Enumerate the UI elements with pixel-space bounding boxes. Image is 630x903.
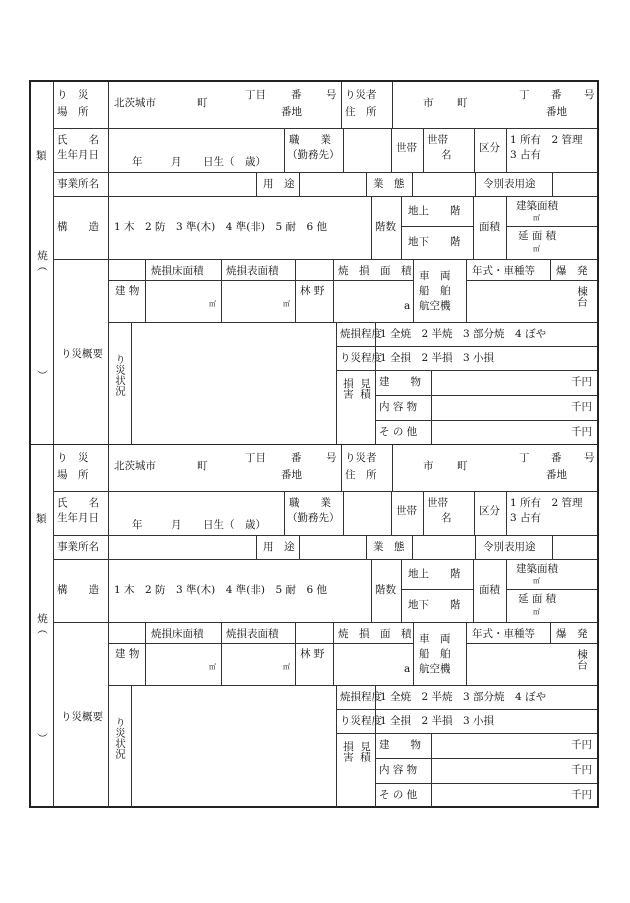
victim-shi: 市 xyxy=(423,460,434,472)
victim-cho: 町 xyxy=(457,460,468,472)
loss-other: そ の 他 xyxy=(379,426,418,438)
birth-year: 年 xyxy=(132,156,143,168)
grid-line xyxy=(53,259,597,260)
loss-building-yen: 千円 xyxy=(571,376,592,388)
degree-label: 焼損程度 xyxy=(340,328,382,340)
vehicle-label-2: 船 舶 xyxy=(419,648,451,660)
grid-line xyxy=(550,622,551,643)
grid-line xyxy=(475,172,476,196)
grid-line xyxy=(474,128,475,172)
grid-line xyxy=(366,172,367,196)
damage-options: 1 全損 2 半損 3 小損 xyxy=(380,715,495,727)
grid-line xyxy=(131,685,132,807)
grid-line xyxy=(284,491,285,535)
year-type-label: 年式・車種等 xyxy=(472,628,535,640)
household-name-label-1: 世帯 xyxy=(427,497,448,509)
grid-line xyxy=(108,685,597,686)
loss-other-yen: 千円 xyxy=(571,426,592,438)
place-go: 号 xyxy=(326,452,337,464)
burnt-floor-label: 焼損床面積 xyxy=(151,628,204,640)
summary-building: 建 物 xyxy=(115,285,140,297)
side-label-mid: 焼（ xyxy=(36,613,48,634)
grid-line xyxy=(333,622,334,685)
place-cho: 町 xyxy=(197,97,208,109)
damage-label: り災程度 xyxy=(340,715,382,727)
grid-line xyxy=(413,622,414,685)
victim-cho: 町 xyxy=(457,97,468,109)
vehicle-label-3: 航空機 xyxy=(419,300,451,312)
total-area-unit: ㎡ xyxy=(533,608,540,616)
occupation-label: 職 業 xyxy=(289,497,331,509)
burnt-surface-unit: ㎡ xyxy=(283,300,290,308)
status-label: り災状況 xyxy=(114,354,126,396)
grid-line xyxy=(412,172,413,196)
table-use-label: 令別表用途 xyxy=(483,541,536,553)
grid-line xyxy=(431,370,432,444)
household-name-label-2: 名 xyxy=(441,149,452,161)
grid-line xyxy=(506,196,507,259)
loss-contents: 内 容 物 xyxy=(379,401,418,413)
burnt-surface-unit: ㎡ xyxy=(283,663,290,671)
place-cho: 町 xyxy=(197,460,208,472)
grid-line xyxy=(466,280,597,281)
muneban-label: 棟台 xyxy=(576,286,588,307)
side-label-top: 類 xyxy=(36,513,47,525)
grid-line xyxy=(333,259,334,322)
grid-line xyxy=(53,622,597,623)
grid-line xyxy=(423,491,424,535)
grid-line xyxy=(466,622,467,685)
building-area-label: 建築面積 xyxy=(516,563,558,575)
use-label: 用 途 xyxy=(263,178,295,190)
victim-shi: 市 xyxy=(423,97,434,109)
victim-ban: 番 xyxy=(551,89,562,101)
structure-options: 1 木 2 防 3 準(木) 4 準(非) 5 耐 6 他 xyxy=(114,584,327,596)
name-label: 氏 名 xyxy=(57,134,99,146)
place-banchi: 番地 xyxy=(281,106,302,118)
grid-line xyxy=(53,491,597,492)
victim-address-label-2: 住 所 xyxy=(345,106,377,118)
year-type-label: 年式・車種等 xyxy=(472,265,535,277)
victim-go: 号 xyxy=(584,89,595,101)
table-use-label: 令別表用途 xyxy=(483,178,536,190)
victim-ban: 番 xyxy=(551,452,562,464)
place-city: 北茨城市 xyxy=(114,97,156,109)
grid-line xyxy=(375,370,376,444)
loss-label-v2: 見積 xyxy=(359,378,371,399)
loss-contents: 内 容 物 xyxy=(379,764,418,776)
grid-line xyxy=(375,758,597,759)
place-chome: 丁目 xyxy=(245,89,266,101)
office-label: 事業所名 xyxy=(57,178,99,190)
place-go: 号 xyxy=(326,89,337,101)
floors-above: 地上 階 xyxy=(408,205,461,217)
grid-line xyxy=(343,491,344,535)
grid-line xyxy=(333,280,413,281)
loss-contents-yen: 千円 xyxy=(571,764,592,776)
grid-line xyxy=(375,783,597,784)
grid-line xyxy=(53,196,597,197)
victim-address-label-1: り災者 xyxy=(345,89,377,101)
floors-below: 地下 階 xyxy=(408,236,461,248)
grid-line xyxy=(552,172,553,196)
grid-line xyxy=(221,622,222,685)
total-area-unit: ㎡ xyxy=(533,245,540,253)
grid-line xyxy=(295,622,296,685)
status-label: り災状況 xyxy=(114,717,126,759)
grid-line xyxy=(108,280,336,281)
degree-options: 1 全焼 2 半焼 3 部分焼 4 ぼや xyxy=(380,328,547,340)
grid-line xyxy=(108,643,336,644)
kubun-label: 区分 xyxy=(479,505,500,517)
victim-go: 号 xyxy=(584,452,595,464)
burnt-floor-unit: ㎡ xyxy=(209,663,216,671)
disaster-form xyxy=(29,80,599,808)
grid-line xyxy=(366,535,367,559)
grid-line xyxy=(423,128,424,172)
place-label-2: 場 所 xyxy=(57,106,89,118)
kubun-opt-1: 1 所有 2 管理 xyxy=(510,134,583,146)
place-label-2: 場 所 xyxy=(57,469,89,481)
grid-line xyxy=(53,82,54,444)
floors-above: 地上 階 xyxy=(408,568,461,580)
grid-line xyxy=(506,589,597,590)
loss-building-yen: 千円 xyxy=(571,739,592,751)
place-ban: 番 xyxy=(291,89,302,101)
summary-building: 建 物 xyxy=(115,648,140,660)
burnt-area-unit: a xyxy=(404,300,411,312)
grid-line xyxy=(391,491,392,535)
grid-line xyxy=(401,226,473,227)
grid-line xyxy=(466,643,597,644)
vehicle-label-1: 車 両 xyxy=(419,270,451,282)
grid-line xyxy=(431,733,432,807)
burnt-area-label: 焼 損 面 積 xyxy=(338,628,412,640)
workplace-label: （勤務先） xyxy=(287,512,340,524)
damage-options: 1 全損 2 半損 3 小損 xyxy=(380,352,495,364)
grid-line xyxy=(341,82,342,128)
victim-cho2: 丁 xyxy=(519,89,530,101)
birth-month: 月 xyxy=(171,519,182,531)
loss-building: 建 物 xyxy=(379,376,421,388)
degree-options: 1 全焼 2 半焼 3 部分焼 4 ぼや xyxy=(380,691,547,703)
victim-address-label-1: り災者 xyxy=(345,452,377,464)
kubun-opt-2: 3 占有 xyxy=(510,512,542,524)
kubun-opt-1: 1 所有 2 管理 xyxy=(510,497,583,509)
building-area-label: 建築面積 xyxy=(516,200,558,212)
loss-other: そ の 他 xyxy=(379,789,418,801)
birth-year: 年 xyxy=(132,519,143,531)
grid-line xyxy=(53,445,54,807)
damage-label: り災程度 xyxy=(340,352,382,364)
victim-banchi: 番地 xyxy=(546,469,567,481)
household-name-label-2: 名 xyxy=(441,512,452,524)
use-label: 用 途 xyxy=(263,541,295,553)
grid-line xyxy=(371,559,372,622)
grid-line xyxy=(506,226,597,227)
grid-line xyxy=(375,395,597,396)
place-label-1: り 災 xyxy=(57,89,89,101)
burnt-floor-unit: ㎡ xyxy=(209,300,216,308)
muneban-label: 棟台 xyxy=(576,649,588,670)
grid-line xyxy=(145,622,146,685)
total-area-label: 延 面 積 xyxy=(518,593,557,605)
grid-line xyxy=(299,172,300,196)
grid-line xyxy=(506,559,507,622)
forest-label: 林 野 xyxy=(300,648,325,660)
grid-line xyxy=(108,445,109,807)
grid-line xyxy=(401,589,473,590)
grid-line xyxy=(256,172,257,196)
loss-label-v2: 見積 xyxy=(359,741,371,762)
vehicle-label-3: 航空機 xyxy=(419,663,451,675)
grid-line xyxy=(53,535,597,536)
vehicle-label-1: 車 両 xyxy=(419,633,451,645)
side-label-bottom: ） xyxy=(36,370,48,381)
side-label-top: 類 xyxy=(36,150,47,162)
grid-line xyxy=(336,685,337,807)
grid-line xyxy=(473,559,474,622)
grid-line xyxy=(53,559,597,560)
grid-line xyxy=(343,128,344,172)
business-label: 業 態 xyxy=(373,178,405,190)
grid-line xyxy=(412,535,413,559)
kubun-label: 区分 xyxy=(479,142,500,154)
structure-label: 構 造 xyxy=(57,584,99,596)
grid-line xyxy=(341,445,342,491)
forest-label: 林 野 xyxy=(300,285,325,297)
area-label: 面積 xyxy=(479,584,500,596)
grid-line xyxy=(108,82,109,444)
place-label-1: り 災 xyxy=(57,452,89,464)
loss-contents-yen: 千円 xyxy=(571,401,592,413)
birthdate-label: 生年月日 xyxy=(57,512,99,524)
summary-label: り災概要 xyxy=(61,711,103,723)
grid-line xyxy=(475,535,476,559)
summary-label: り災概要 xyxy=(61,348,103,360)
grid-line xyxy=(550,259,551,280)
grid-line xyxy=(466,259,467,322)
burnt-area-unit: a xyxy=(404,663,411,675)
grid-line xyxy=(53,128,597,129)
degree-label: 焼損程度 xyxy=(340,691,382,703)
grid-line xyxy=(506,128,507,172)
explosion-label: 爆 発 xyxy=(556,265,588,277)
victim-address-label-2: 住 所 xyxy=(345,469,377,481)
explosion-label: 爆 発 xyxy=(556,628,588,640)
grid-line xyxy=(391,128,392,172)
grid-line xyxy=(145,259,146,322)
burnt-surface-label: 焼損表面積 xyxy=(226,628,279,640)
birth-day: 日生（ 歳） xyxy=(203,519,266,531)
grid-line xyxy=(474,491,475,535)
grid-line xyxy=(333,643,413,644)
loss-label-v1: 損害 xyxy=(342,378,354,399)
office-label: 事業所名 xyxy=(57,541,99,553)
birth-month: 月 xyxy=(171,156,182,168)
floors-label: 階数 xyxy=(375,221,396,233)
grid-line xyxy=(336,322,337,444)
grid-line xyxy=(53,172,597,173)
grid-line xyxy=(371,196,372,259)
grid-line xyxy=(392,82,393,128)
birthdate-label: 生年月日 xyxy=(57,149,99,161)
place-city: 北茨城市 xyxy=(114,460,156,472)
grid-line xyxy=(401,559,402,622)
grid-line xyxy=(375,733,376,807)
floors-below: 地下 階 xyxy=(408,599,461,611)
kubun-opt-2: 3 占有 xyxy=(510,149,542,161)
grid-line xyxy=(375,420,597,421)
form-section-1 xyxy=(31,82,597,444)
grid-line xyxy=(473,196,474,259)
building-area-unit: ㎡ xyxy=(533,214,540,222)
place-banchi: 番地 xyxy=(281,469,302,481)
area-label: 面積 xyxy=(479,221,500,233)
loss-other-yen: 千円 xyxy=(571,789,592,801)
floors-label: 階数 xyxy=(375,584,396,596)
business-label: 業 態 xyxy=(373,541,405,553)
grid-line xyxy=(552,535,553,559)
household-label: 世帯 xyxy=(396,142,417,154)
loss-label-v1: 損害 xyxy=(342,741,354,762)
place-chome: 丁目 xyxy=(245,452,266,464)
grid-line xyxy=(506,491,507,535)
workplace-label: （勤務先） xyxy=(287,149,340,161)
structure-options: 1 木 2 防 3 準(木) 4 準(非) 5 耐 6 他 xyxy=(114,221,327,233)
grid-line xyxy=(299,535,300,559)
burnt-area-label: 焼 損 面 積 xyxy=(338,265,412,277)
household-name-label-1: 世帯 xyxy=(427,134,448,146)
grid-line xyxy=(131,322,132,444)
household-label: 世帯 xyxy=(396,505,417,517)
loss-building: 建 物 xyxy=(379,739,421,751)
form-section-2 xyxy=(31,444,597,807)
victim-cho2: 丁 xyxy=(519,452,530,464)
birth-day: 日生（ 歳） xyxy=(203,156,266,168)
grid-line xyxy=(108,322,597,323)
burnt-floor-label: 焼損床面積 xyxy=(151,265,204,277)
structure-label: 構 造 xyxy=(57,221,99,233)
total-area-label: 延 面 積 xyxy=(518,230,557,242)
burnt-surface-label: 焼損表面積 xyxy=(226,265,279,277)
grid-line xyxy=(295,259,296,322)
side-label-bottom: ） xyxy=(36,733,48,744)
place-ban: 番 xyxy=(291,452,302,464)
building-area-unit: ㎡ xyxy=(533,577,540,585)
grid-line xyxy=(401,196,402,259)
name-label: 氏 名 xyxy=(57,497,99,509)
grid-line xyxy=(221,259,222,322)
vehicle-label-2: 船 舶 xyxy=(419,285,451,297)
grid-line xyxy=(392,445,393,491)
grid-line xyxy=(256,535,257,559)
grid-line xyxy=(413,259,414,322)
victim-banchi: 番地 xyxy=(546,106,567,118)
side-label-mid: 焼（ xyxy=(36,250,48,271)
occupation-label: 職 業 xyxy=(289,134,331,146)
grid-line xyxy=(284,128,285,172)
